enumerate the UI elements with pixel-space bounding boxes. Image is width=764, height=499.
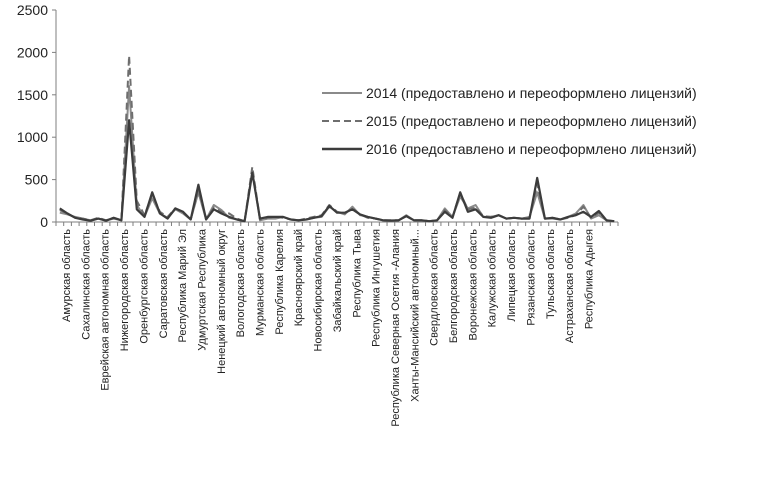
x-tick-label: Новосибирская область [312, 229, 325, 352]
x-tick-label: Красноярский край [293, 229, 306, 327]
x-tick-label: Республика Северная Осетия -Алания [389, 229, 402, 427]
x-tick-label: Тульская область [544, 229, 557, 319]
x-tick-label: Калужская область [486, 229, 499, 328]
y-tick-label: 1000 [16, 129, 48, 146]
x-tick-label: Вологодская область [235, 229, 248, 338]
legend-label-1: 2014 (предоставлено и переоформлено лицензий) [366, 85, 697, 101]
x-tick-label: Еврейская автономная область [99, 229, 112, 391]
y-tick-label: 500 [24, 171, 48, 188]
x-tick-label: Ханты-Мансийский автономный... [409, 229, 422, 402]
x-tick-label: Астраханская область [564, 229, 577, 344]
x-tick-label: Рязанская область [525, 229, 538, 326]
legend [322, 85, 697, 157]
series-line-2 [60, 56, 614, 221]
y-tick-label: 2000 [16, 44, 48, 61]
x-tick-label: Амурская область [61, 229, 73, 322]
x-tick-label: Оренбургская область [138, 229, 151, 344]
x-tick-label: Республика Марий Эл [177, 229, 190, 343]
legend-label-2: 2015 (предоставлено и переоформлено лицензий) [366, 113, 697, 129]
x-tick-label: Ненецкий автономный округ [215, 228, 228, 374]
x-tick-label: Липецкая область [506, 229, 519, 322]
x-tick-label: Воронежская область [467, 228, 480, 341]
x-tick-label: Саратовская область [157, 229, 170, 339]
x-tick-label: Республика Адыгея [583, 229, 596, 330]
legend-label-3: 2016 (предоставлено и переоформлено лицензий) [366, 141, 697, 157]
y-tick-label: 2500 [16, 2, 48, 18]
x-tick-label: Сахалинская область [80, 229, 93, 340]
series-line-3 [60, 120, 614, 221]
y-tick-label: 1500 [16, 86, 48, 103]
x-tick-label: Республика Тыва [351, 229, 364, 318]
x-tick-label: Нижегородская область [119, 229, 132, 352]
x-tick-label: Забайкальский край [331, 229, 344, 333]
y-tick-label: 0 [40, 214, 48, 230]
axes-group [17, 2, 618, 427]
series-group [60, 56, 614, 221]
x-tick-label: Белгородская область [448, 229, 460, 344]
x-tick-label: Республика Карелия [273, 229, 286, 335]
x-tick-label: Свердловская область [428, 229, 441, 346]
x-tick-label: Республика Ингушетия [370, 229, 383, 347]
x-tick-label: Мурманская область [254, 229, 267, 336]
x-tick-label: Удмуртская Республика [196, 229, 209, 351]
